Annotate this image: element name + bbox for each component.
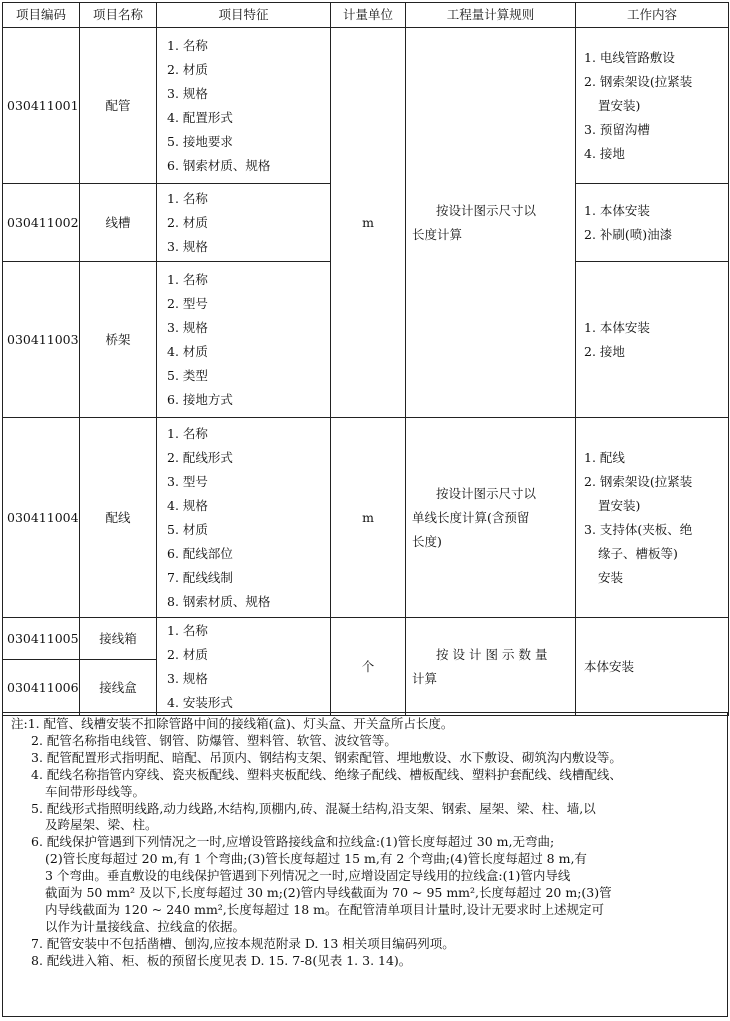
notes-block <box>2 712 728 1017</box>
note-line: 4. 配线名称指管内穿线、瓷夹板配线、塑料夹板配线、绝缘子配线、槽板配线、塑料护套配线、线槽配线、 <box>31 766 622 782</box>
item-code: 030411002 <box>3 184 80 262</box>
work-line: 1. 配线 <box>584 449 625 465</box>
feature-line: 4. 配置形式 <box>167 109 233 125</box>
item-code: 030411003 <box>3 262 80 418</box>
item-features <box>157 418 331 618</box>
work-line: 置安装) <box>598 497 641 513</box>
rule-line: 长度) <box>412 533 442 549</box>
item-name: 配管 <box>80 28 157 184</box>
feature-line: 6. 配线部位 <box>167 545 233 561</box>
feature-line: 3. 规格 <box>167 670 208 686</box>
feature-line: 2. 配线形式 <box>167 449 233 465</box>
header-code: 项目编码 <box>3 3 80 28</box>
rule-line: 按设计图示数量 <box>436 646 552 662</box>
table-row <box>3 418 729 618</box>
feature-line: 3. 规格 <box>167 319 208 335</box>
item-code: 030411004 <box>3 418 80 618</box>
feature-line: 5. 接地要求 <box>167 133 233 149</box>
feature-line: 2. 材质 <box>167 214 208 230</box>
header-row <box>3 3 729 28</box>
unit-cell: m <box>331 418 406 618</box>
rule-cell <box>406 28 576 418</box>
work-line: 1. 本体安装 <box>584 319 650 335</box>
feature-line: 5. 类型 <box>167 367 208 383</box>
feature-line: 2. 材质 <box>167 61 208 77</box>
note-line: 以作为计量接线盒、拉线盒的依据。 <box>45 918 246 934</box>
item-name: 配线 <box>80 418 157 618</box>
work-line: 2. 接地 <box>584 343 625 359</box>
header-unit: 计量单位 <box>331 3 406 28</box>
feature-line: 3. 型号 <box>167 473 208 489</box>
table-row <box>3 28 729 184</box>
work-line: 缘子、槽板等) <box>598 545 678 561</box>
unit-cell: 个 <box>331 618 406 716</box>
note-line: 3. 配管配置形式指明配、暗配、吊顶内、钢结构支架、钢索配管、埋地敷设、水下敷设、砌筑沟内敷设等。 <box>31 749 622 765</box>
feature-line: 4. 安装形式 <box>167 694 233 710</box>
work-cell <box>576 262 729 418</box>
feature-line: 3. 规格 <box>167 85 208 101</box>
feature-line: 1. 名称 <box>167 37 208 53</box>
note-line: 8. 配线进入箱、柜、板的预留长度见表 D. 15. 7-8(见表 1. 3. 14)。 <box>31 952 412 968</box>
rule-line: 单线长度计算(含预留 <box>412 509 530 525</box>
rule-line: 按设计图示尺寸以 <box>436 485 537 501</box>
note-line: 7. 配管安装中不包括凿槽、刨沟,应按本规范附录 D. 13 相关项目编码列项。 <box>31 935 455 951</box>
feature-line: 4. 材质 <box>167 343 208 359</box>
feature-line: 3. 规格 <box>167 238 208 254</box>
item-code: 030411001 <box>3 28 80 184</box>
rule-line: 计算 <box>412 670 438 686</box>
item-name: 接线盒 <box>80 660 157 716</box>
header-name: 项目名称 <box>80 3 157 28</box>
work-line: 4. 接地 <box>584 145 625 161</box>
note-line: 2. 配管名称指电线管、钢管、防爆管、塑料管、软管、波纹管等。 <box>31 732 397 748</box>
item-features <box>157 28 331 184</box>
feature-line: 5. 材质 <box>167 521 208 537</box>
header-features: 项目特征 <box>157 3 331 28</box>
work-line: 2. 钢索架设(拉紧装 <box>584 473 693 489</box>
work-cell <box>576 28 729 184</box>
header-rule: 工程量计算规则 <box>406 3 576 28</box>
work-line: 2. 补刷(喷)油漆 <box>584 226 673 242</box>
note-line: 注:1. 配管、线槽安装不扣除管路中间的接线箱(盒)、灯头盒、开关盒所占长度。 <box>11 716 454 731</box>
spec-table <box>2 2 729 716</box>
item-name: 接线箱 <box>80 618 157 660</box>
feature-line: 2. 材质 <box>167 646 208 662</box>
item-features <box>157 618 331 716</box>
work-cell: 本体安装 <box>576 618 729 716</box>
note-line: 车间带形母线等。 <box>45 783 146 799</box>
feature-line: 6. 钢索材质、规格 <box>167 157 271 173</box>
work-line: 3. 预留沟槽 <box>584 121 650 137</box>
work-cell <box>576 418 729 618</box>
work-line: 2. 钢索架设(拉紧装 <box>584 73 693 89</box>
header-work: 工作内容 <box>576 3 729 28</box>
note-line: 及跨屋架、梁、柱。 <box>45 817 158 833</box>
work-line: 3. 支持体(夹板、绝 <box>584 521 693 537</box>
work-line: 置安装) <box>598 97 641 113</box>
feature-line: 6. 接地方式 <box>167 391 233 407</box>
feature-line: 1. 名称 <box>167 425 208 441</box>
item-name: 桥架 <box>80 262 157 418</box>
item-features <box>157 184 331 262</box>
rule-cell <box>406 618 576 716</box>
unit-cell: m <box>331 28 406 418</box>
feature-line: 4. 规格 <box>167 497 208 513</box>
work-line: 1. 电线管路敷设 <box>584 49 675 65</box>
table-row <box>3 618 729 660</box>
rule-line: 按设计图示尺寸以 <box>436 202 537 218</box>
note-line: 5. 配线形式指照明线路,动力线路,木结构,顶棚内,砖、混凝土结构,沿支架、钢索、屋架、梁、柱、墙,以 <box>31 800 596 816</box>
feature-line: 2. 型号 <box>167 295 208 311</box>
feature-line: 8. 钢索材质、规格 <box>167 593 271 609</box>
work-cell <box>576 184 729 262</box>
item-name: 线槽 <box>80 184 157 262</box>
feature-line: 1. 名称 <box>167 190 208 206</box>
note-line: 3 个弯曲。垂直敷设的电线保护管遇到下列情况之一时,应增设固定导线用的拉线盒:(1)管内导线 <box>45 868 571 884</box>
note-line: 截面为 50 mm² 及以下,长度每超过 30 m;(2)管内导线截面为 70 ~ 95 mm²,长度每超过 20 m;(3)管 <box>45 885 612 901</box>
feature-line: 7. 配线线制 <box>167 569 233 585</box>
item-code: 030411005 <box>3 618 80 660</box>
rule-line: 长度计算 <box>412 226 463 242</box>
item-code: 030411006 <box>3 660 80 716</box>
note-line: (2)管长度每超过 20 m,有 1 个弯曲;(3)管长度每超过 15 m,有 2 个弯曲;(4)管长度每超过 8 m,有 <box>45 851 587 867</box>
work-line: 安装 <box>598 569 624 585</box>
item-features <box>157 262 331 418</box>
feature-line: 1. 名称 <box>167 271 208 287</box>
note-line: 内导线截面为 120 ~ 240 mm²,长度每超过 18 m。在配管清单项目计量时,设计无要求时上述规定可 <box>45 901 604 917</box>
work-line: 1. 本体安装 <box>584 202 650 218</box>
feature-line: 1. 名称 <box>167 622 208 638</box>
rule-cell <box>406 418 576 618</box>
note-line: 6. 配线保护管遇到下列情况之一时,应增设管路接线盒和拉线盒:(1)管长度每超过 30 m,无弯曲; <box>31 834 555 850</box>
